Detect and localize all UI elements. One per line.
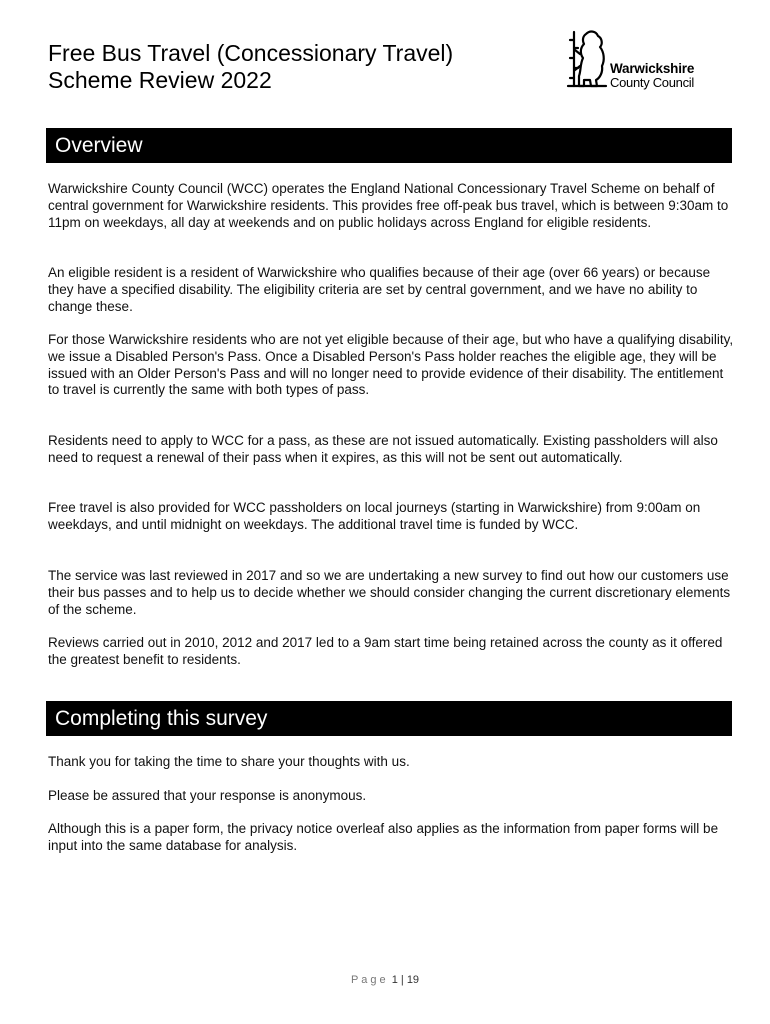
overview-paragraph-1: Warwickshire County Council (WCC) operates the England National Concessionary Travel Scheme on behalf of central government for Warwickshire residents. This provides free off-peak bus travel, which is between 9:30am to 11pm on weekdays, all day at weekends and on public holidays across England for eligible residents.: [48, 181, 729, 230]
page-label: Page: [350, 974, 389, 986]
bear-and-ragged-staff-icon: [566, 28, 608, 90]
overview-paragraph-4: Residents need to apply to WCC for a pass, as these are not issued automatically. Existing passholders will also need to request a renewal of their pass when it expires, as this will not be sent out automatically.: [48, 433, 718, 465]
logo-line-1: Warwickshire: [610, 61, 695, 76]
page-title-line-1: Free Bus Travel (Concessionary Travel): [48, 40, 454, 66]
page-total: 19: [406, 974, 420, 986]
completing-survey-heading: Completing this survey: [46, 701, 732, 736]
council-logo: [566, 28, 716, 94]
page-title-line-2: Scheme Review 2022: [48, 67, 272, 93]
overview-paragraph-3: For those Warwickshire residents who are not yet eligible because of their age, but who have a qualifying disability, we issue a Disabled Person's Pass. Once a Disabled Person's Pass holder reaches the eligible age, they will be issued with an Older Person's Pass and will no longer need to provide evidence of their disability. The entitlement to travel is currently the same with both types of pass.: [48, 332, 734, 398]
council-wordmark: [610, 62, 694, 90]
page-number: 1: [391, 974, 398, 986]
overview-paragraph-2: An eligible resident is a resident of Warwickshire who qualifies because of their age (over 66 years) or because they have a specified disability. The eligibility criteria are set by central government, and we have no ability to change these.: [48, 265, 711, 314]
page-footer: [0, 974, 770, 986]
completing-paragraph-2: Please be assured that your response is anonymous.: [48, 788, 367, 803]
page-separator: |: [400, 974, 404, 986]
completing-paragraph-3: Although this is a paper form, the privacy notice overleaf also applies as the information from paper forms will be input into the same database for analysis.: [48, 821, 719, 853]
page-title: [48, 40, 453, 94]
overview-paragraph-7: Reviews carried out in 2010, 2012 and 2017 led to a 9am start time being retained across the county as it offered the greatest benefit to residents.: [48, 635, 723, 667]
overview-paragraph-6: The service was last reviewed in 2017 and so we are undertaking a new survey to find out how our customers use their bus passes and to help us to decide whether we should consider changing the current discretionary elements of the scheme.: [48, 568, 731, 617]
overview-heading: Overview: [46, 128, 732, 163]
overview-paragraph-5: Free travel is also provided for WCC passholders on local journeys (starting in Warwickshire) from 9:00am on weekdays, and until midnight on weekdays. The additional travel time is funded by WCC.: [48, 500, 701, 532]
logo-line-2: County Council: [610, 75, 694, 90]
completing-paragraph-1: Thank you for taking the time to share your thoughts with us.: [48, 754, 410, 769]
